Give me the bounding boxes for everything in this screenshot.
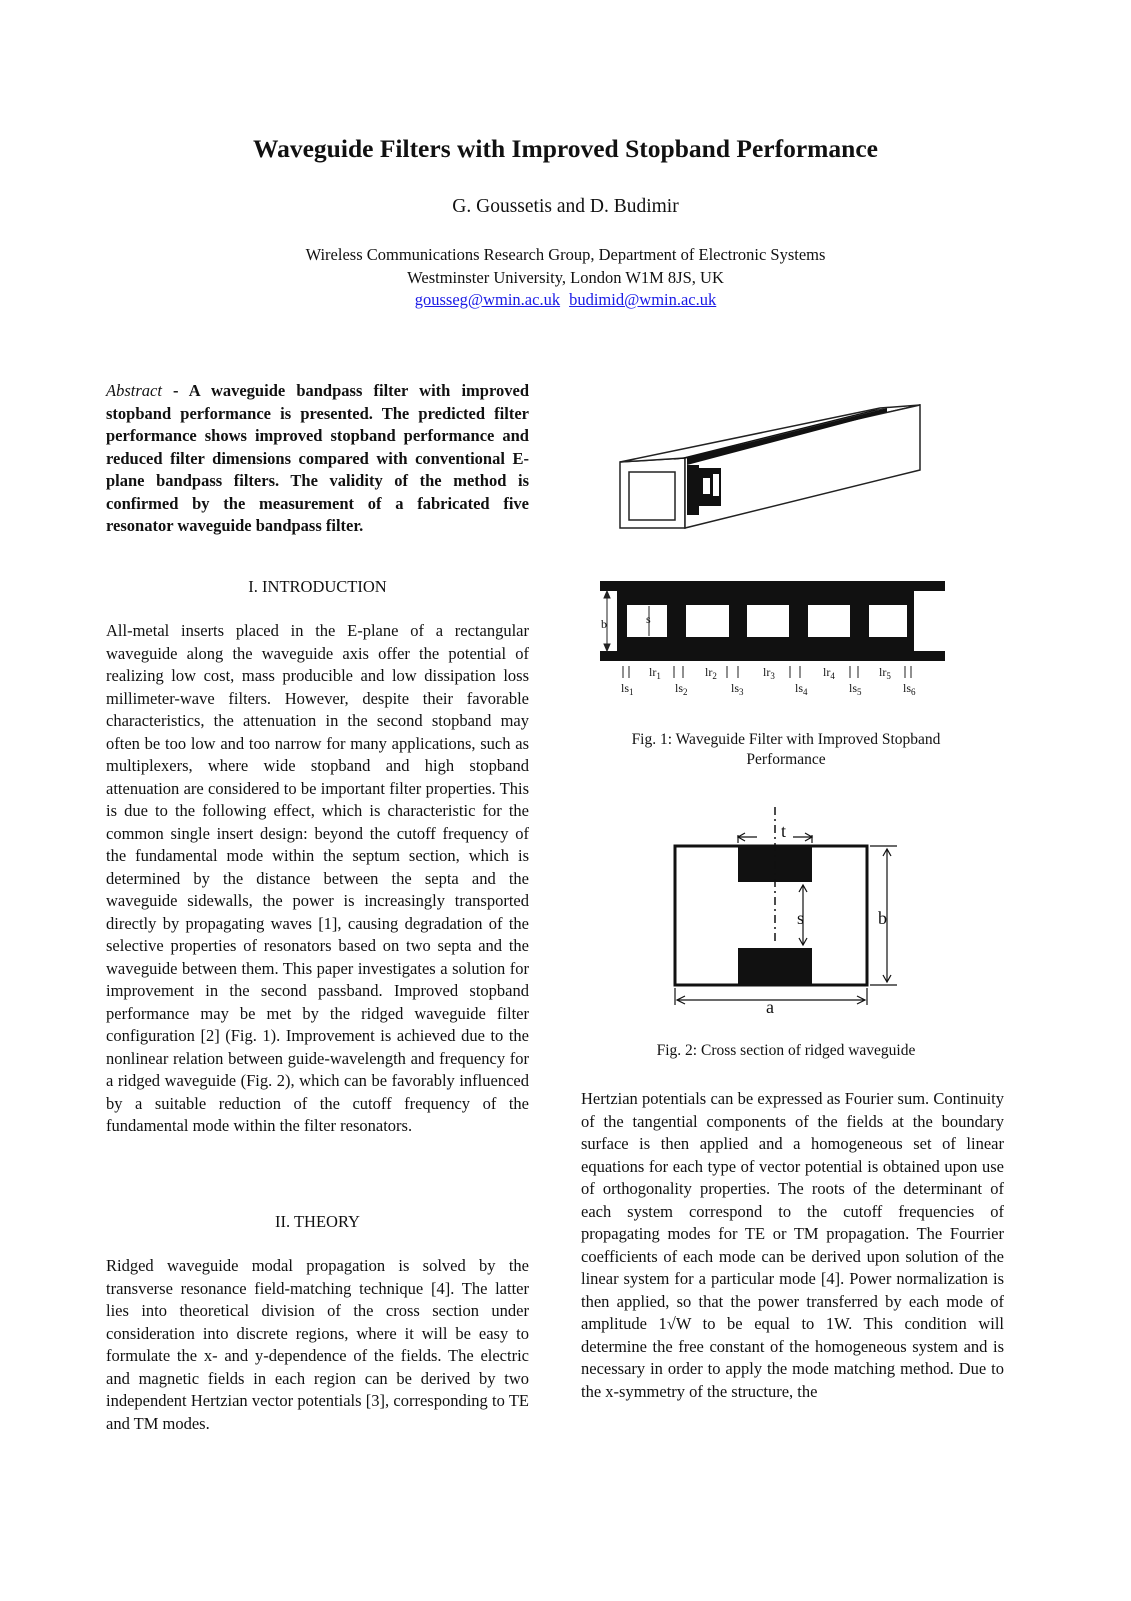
fig2-caption: Fig. 2: Cross section of ridged waveguide — [656, 1042, 916, 1059]
fig1-label-b: b — [601, 617, 607, 631]
fig1-caption-line-1: Fig. 1: Waveguide Filter with Improved Stopband — [631, 731, 941, 748]
fig1-label-lr4: $lr_4$ — [823, 665, 835, 681]
fig1-label-lr1: $lr_1$ — [649, 665, 661, 681]
abstract — [106, 380, 529, 538]
fig1-3d-waveguide — [615, 400, 1015, 535]
fig1-label-lr3: $lr_3$ — [763, 665, 775, 681]
paper-title: Waveguide Filters with Improved Stopband Performance — [253, 134, 878, 163]
fig1-label-ls6: $ls_6$ — [903, 681, 916, 697]
affiliation-line-1: Wireless Communications Research Group, Department of Electronic Systems — [305, 245, 826, 264]
email-links — [0, 289, 1131, 312]
authors: G. Goussetis and D. Budimir — [452, 196, 679, 217]
fig2-label-t: t — [781, 821, 787, 841]
affiliation-line-2: Westminster University, London W1M 8JS, UK — [407, 267, 724, 287]
abstract-dash: - — [161, 381, 189, 400]
fig1-label-ls3: $ls_3$ — [731, 681, 744, 697]
intro-body — [106, 620, 529, 1138]
email-link-budimir[interactable]: budimid@wmin.ac.uk — [569, 290, 717, 309]
abstract-lead: Abstract — [106, 381, 162, 400]
theory-heading: II. THEORY — [275, 1212, 360, 1231]
fig1-caption — [581, 730, 991, 770]
fig1-side-view — [597, 578, 949, 703]
fig2-cross-section — [665, 805, 915, 1023]
intro-heading: I. INTRODUCTION — [248, 577, 387, 596]
fig1-length-labels — [621, 665, 916, 697]
fig1-label-lr5: $lr_5$ — [879, 665, 891, 681]
fig1-label-ls1: $ls_1$ — [621, 681, 634, 697]
abstract-text: A waveguide bandpass filter with improved stopband performance is presented. The predicted filter performance shows improved stopband performance and reduced filter dimensions compared with conventional E-plane bandpass filters. The validity of the method is confirmed by the measurement of a fabricated five resonator waveguide bandpass filter. — [106, 381, 530, 535]
fig1-label-ls4: $ls_4$ — [795, 681, 808, 697]
affiliation — [0, 244, 1131, 312]
fig1-insert — [687, 465, 699, 515]
fig1-label-ls5: $ls_5$ — [849, 681, 862, 697]
email-link-goussetis[interactable]: gousseg@wmin.ac.uk — [414, 290, 561, 309]
theory-paragraph: Ridged waveguide modal propagation is solved by the transverse resonance field-matching technique [4]. The latter lies into theoretical division of the cross section under consideration into discrete regions, where it will be easy to formulate the x- and y-dependence of the fields. The electric and magnetic fields in each region can be derived by two independent Hertzian vector potentials [3], corresponding to TE and TM modes. — [106, 1256, 529, 1433]
fig2-label-a: a — [766, 997, 774, 1017]
intro-paragraph: All-metal inserts placed in the E-plane of a rectangular waveguide along the waveguide axis offer the potential of realizing low cost, mass producible and low dissipation loss millimeter-wave filters. However, despite their favorable characteristics, the attenuation in the second stopband may often be too low and too narrow for many applications, such as multiplexers, where wide stopband and high stopband attenuation are considered to be important filter properties. This is due to the following effect, which is characteristic for the common single insert design: beyond the cutoff frequency of the fundamental mode within the septum section, which is determined by the distance between the septa and the waveguide sidewalls, the power is increasingly transported directly by propagating waves [1], causing degradation of the selective properties of resonators based on two septa and the waveguide between them. This paper investigates a solution for improvement in the second passband. Improved stopband performance may be met by the ridged waveguide filter configuration [2] (Fig. 1). Improvement is achieved due to the nonlinear relation between guide-wavelength and frequency for a ridged waveguide (Fig. 2), which can be favorably influenced by a suitable reduction of the cutoff frequency of the fundamental mode within the filter resonators. — [106, 621, 529, 1135]
fig1-label-ls2: $ls_2$ — [675, 681, 688, 697]
fig1-caption-line-2: Performance — [746, 751, 826, 768]
abstract-block — [106, 380, 529, 538]
fig2-bottom-ridge — [738, 948, 812, 985]
right-paragraph: Hertzian potentials can be expressed as Fourier sum. Continuity of the tangential components of the fields at the boundary surface is then applied and a homogeneous set of linear equations for each type of vector potential is obtained upon use of orthogonality properties. The roots of the determinant of each system correspond to the cutoff frequencies of propagating modes for TE or TM propagation. The Fourrier coefficients of each mode can be derived upon solution of the linear system for a particular mode [4]. Power normalization is then applied, so that the power transferred by each mode of amplitude 1√W to be equal to 1W. This condition will determine the free constant of the homogeneous system and is necessary in order to apply the mode matching method. Due to the x-symmetry of the structure, the — [581, 1089, 1004, 1401]
theory-body — [106, 1255, 529, 1435]
right-column-body — [581, 1088, 1004, 1403]
fig1-label-s: s — [646, 612, 651, 626]
fig2-label-s: s — [797, 908, 805, 928]
fig2-label-b: b — [878, 908, 887, 928]
fig1-label-lr2: $lr_2$ — [705, 665, 717, 681]
